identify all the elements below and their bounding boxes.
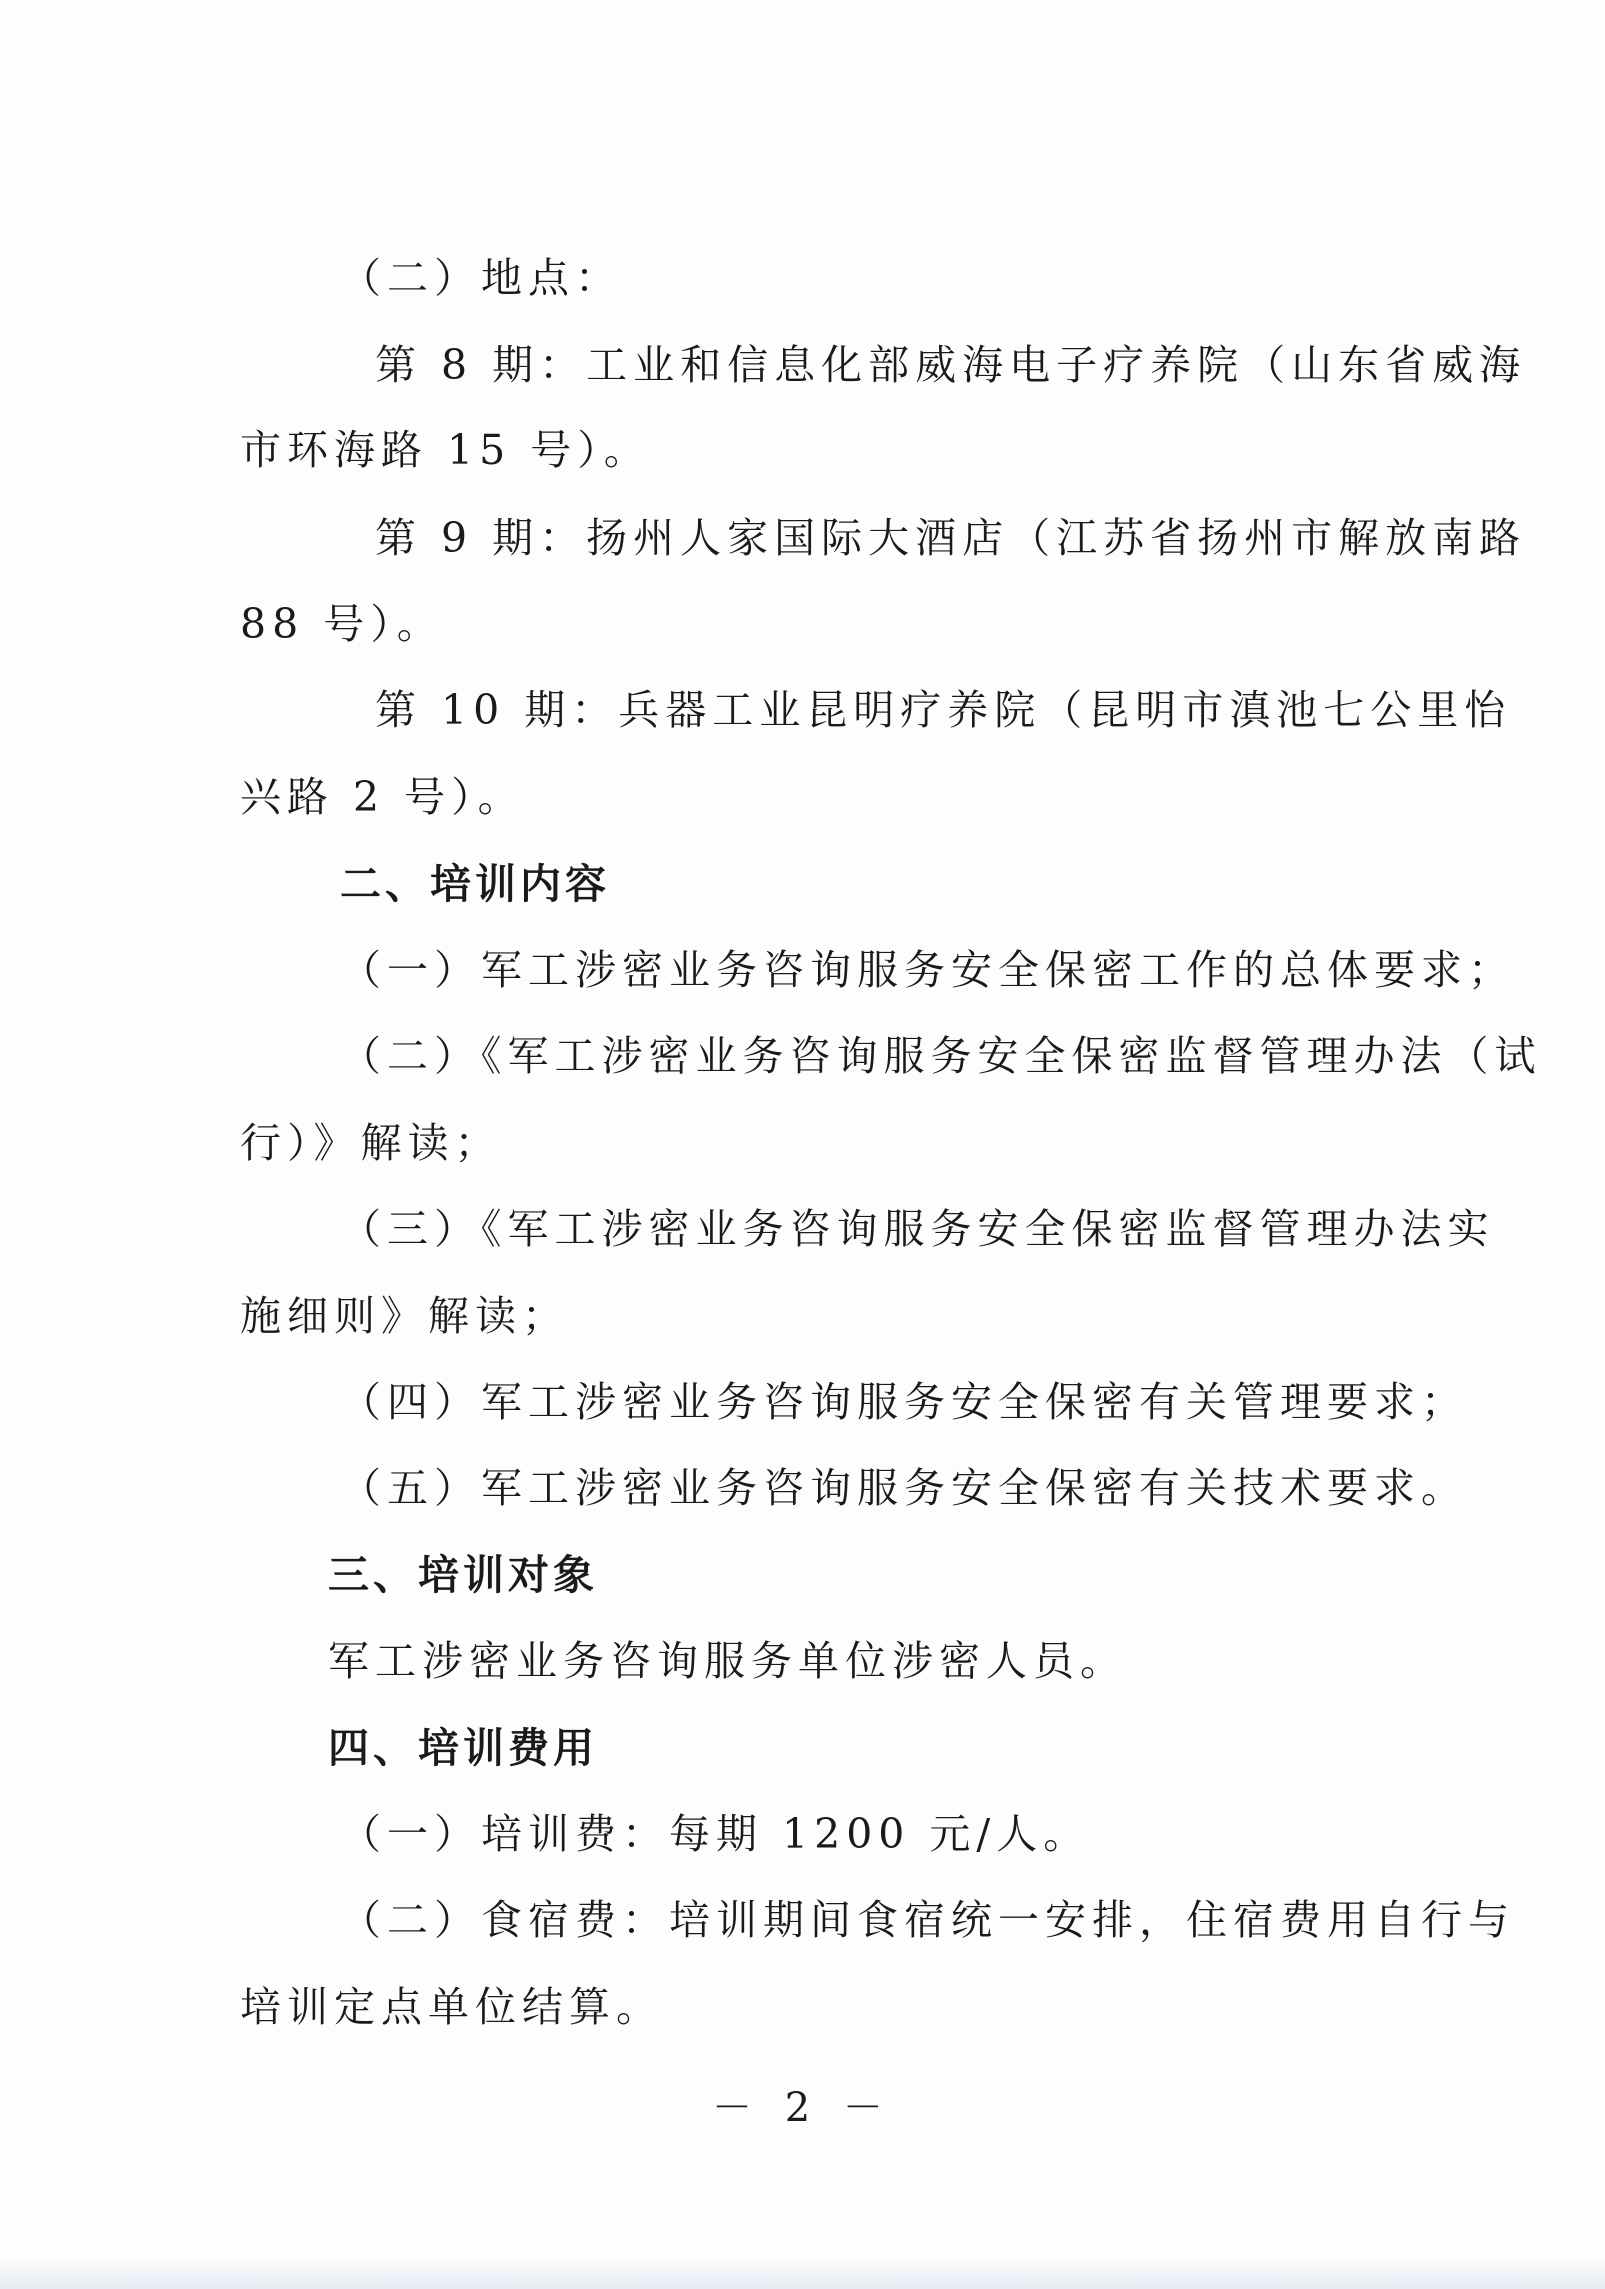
- content-item-1: （一）军工涉密业务咨询服务安全保密工作的总体要求；: [340, 946, 1515, 994]
- session-10-line-2: 兴路 2 号）。: [240, 773, 525, 821]
- content-item-5: （五）军工涉密业务咨询服务安全保密有关技术要求。: [340, 1464, 1468, 1512]
- heading-training-content: 二、培训内容: [340, 860, 610, 908]
- content-item-2-line-2: 行）》解读；: [240, 1119, 502, 1167]
- page-number: － 2 －: [712, 2085, 893, 2131]
- training-target-text: 军工涉密业务咨询服务单位涉密人员。: [328, 1637, 1127, 1685]
- content-item-2-line-1: （二）《军工涉密业务咨询服务安全保密监督管理办法（试: [340, 1032, 1542, 1080]
- session-8-line-1: 第 8 期：工业和信息化部威海电子疗养院（山东省威海: [375, 341, 1527, 389]
- session-10-line-1: 第 10 期：兵器工业昆明疗养院（昆明市滇池七公里怡: [375, 686, 1512, 734]
- fee-item-1: （一）培训费：每期 1200 元/人。: [340, 1810, 1091, 1858]
- content-item-3-line-1: （三）《军工涉密业务咨询服务安全保密监督管理办法实: [340, 1205, 1495, 1253]
- fee-item-2-line-2: 培训定点单位结算。: [240, 1983, 663, 2031]
- session-9-line-1: 第 9 期：扬州人家国际大酒店（江苏省扬州市解放南路: [375, 514, 1527, 562]
- section-location-label: （二）地点：: [340, 254, 622, 302]
- session-8-line-2: 市环海路 15 号）。: [240, 426, 651, 474]
- heading-training-target: 三、培训对象: [328, 1551, 598, 1599]
- fee-item-2-line-1: （二）食宿费：培训期间食宿统一安排，住宿费用自行与: [340, 1896, 1515, 1944]
- heading-training-fees: 四、培训费用: [328, 1724, 598, 1772]
- content-item-3-line-2: 施细则》解读；: [240, 1292, 569, 1340]
- scan-edge-shadow: [0, 2259, 1605, 2289]
- content-item-4: （四）军工涉密业务咨询服务安全保密有关管理要求；: [340, 1378, 1468, 1426]
- session-9-line-2: 88 号）。: [240, 600, 444, 648]
